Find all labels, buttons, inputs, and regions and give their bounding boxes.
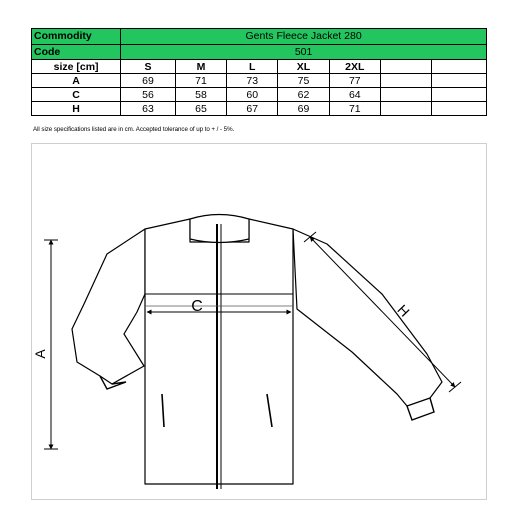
table-cell: 56 [121,88,176,102]
code-label: Code [32,44,121,60]
row-label-a: A [32,74,121,88]
jacket-outline [72,215,442,485]
table-row [32,88,487,102]
size-header-row [32,60,487,74]
table-cell: 58 [175,88,226,102]
table-cell: 63 [121,102,176,116]
commodity-row [32,29,487,45]
table-row [32,74,487,88]
table-cell: 75 [278,74,329,88]
table-cell: 67 [227,102,278,116]
commodity-value: Gents Fleece Jacket 280 [121,29,487,45]
dimension-c-label: C [191,298,203,315]
code-value: 501 [121,44,487,60]
table-cell: 69 [278,102,329,116]
code-row [32,44,487,60]
dimension-h-label: H [394,301,413,320]
table-cell: 71 [329,102,380,116]
jacket-illustration [32,144,487,500]
dimension-a [44,240,58,449]
jacket-measurement-diagram [31,143,487,500]
size-m: M [175,60,226,74]
table-cell: 65 [175,102,226,116]
row-label-h: H [32,102,121,116]
size-label: size [cm] [32,60,121,74]
empty-cell [380,88,431,102]
dimension-a-label: A [32,349,48,359]
right-sleeve [293,229,442,406]
table-cell: 60 [227,88,278,102]
empty-cell [432,60,487,74]
table-cell: 64 [329,88,380,102]
left-sleeve [72,229,145,384]
size-s: S [121,60,176,74]
table-cell: 77 [329,74,380,88]
commodity-label: Commodity [32,29,121,45]
table-row [32,102,487,116]
table-cell: 73 [227,74,278,88]
tolerance-note: All size specifications listed are in cm. Accepted tolerance of up to + / - 5%. [33,126,235,133]
jacket-collar [190,215,249,243]
empty-cell [380,102,431,116]
size-chart-table [31,28,487,116]
table-cell: 69 [121,74,176,88]
empty-cell [432,74,487,88]
size-xl: XL [278,60,329,74]
empty-cell [380,60,431,74]
empty-cell [380,74,431,88]
size-2xl: 2XL [329,60,380,74]
table-cell: 62 [278,88,329,102]
table-cell: 71 [175,74,226,88]
row-label-c: C [32,88,121,102]
jacket-body [145,219,293,484]
empty-cell [432,102,487,116]
size-l: L [227,60,278,74]
empty-cell [432,88,487,102]
